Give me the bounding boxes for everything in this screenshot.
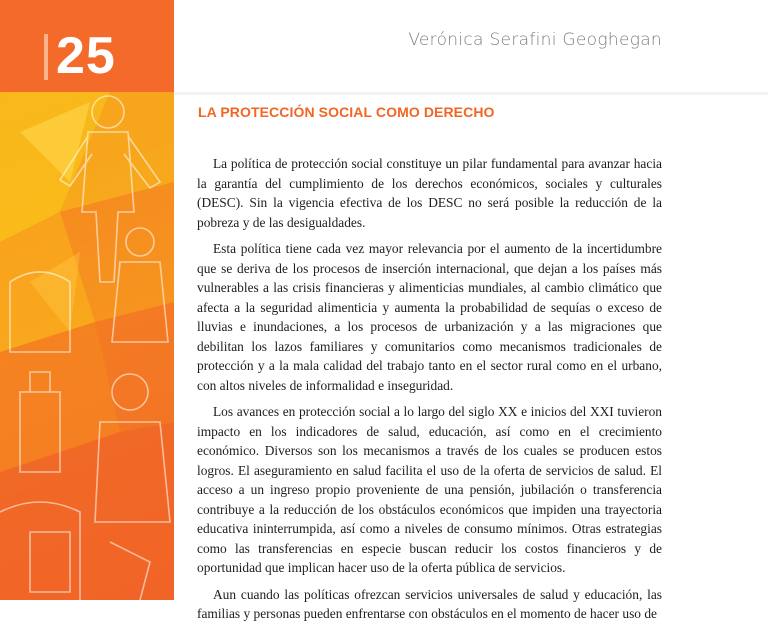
body-text	[197, 154, 662, 631]
paragraph: Esta política tiene cada vez mayor relevancia por el aumento de la incertidumbre que se deriva de los procesos de inserción internacional, que dejan a los países más vulnerables a las crisis financieras y alimenticias mundiales, al cambio climático que afecta a la seguridad alimenticia y aumenta la probabilidad de sequías o exceso de lluvias e inundaciones, a los procesos de urbanización y a las migraciones que debilitan los lazos familiares y comunitarios como mecanismos tradicionales de protección y a la mala calidad del trabajo tanto en el sector rural como en el urbano, con altos niveles de informalidad e inseguridad.	[197, 241, 662, 393]
paragraph: La política de protección social constituye un pilar fundamental para avanzar hacia la garantía del cumplimiento de los derechos económicos, sociales y culturales (DESC). Sin la vigencia efectiva de los DESC no será posible la reducción de la pobreza y de las desigualdades.	[197, 156, 662, 230]
paragraph: Los avances en protección social a lo largo del siglo XX e inicios del XXI tuvieron impacto en los indicadores de salud, educación, así como en el crecimiento económico. Diversos son los mecanismos a través de los cuales se producen estos logros. El aseguramiento en salud facilita el uso de la oferta de servicios de salud. El acceso a un ingreso propio proveniente de una pensión, jubilación o transferencia contribuye a la reducción de los obstáculos económicos que impiden una trayectoria educativa ininterrumpida, así como a niveles de consumo mínimos. Otras estrategias como las transferencias en especie buscan reducir los costos financieros y de oportunidad que implican hacer uso de la oferta pública de servicios.	[197, 404, 662, 575]
section-title: LA PROTECCIÓN SOCIAL COMO DERECHO	[198, 104, 495, 120]
page-number: 25	[56, 27, 116, 85]
paragraph: Aun cuando las políticas ofrezcan servicios universales de salud y educación, las familias y personas pueden enfrentarse con obstáculos en el momento de hacer uso de	[197, 586, 662, 621]
decorative-sidebar	[0, 0, 174, 600]
page-number-accent-bar	[44, 34, 48, 80]
illustration-people-icon	[0, 92, 174, 600]
page-header	[174, 0, 768, 95]
author-name: Verónica Serafini Geoghegan	[408, 30, 662, 50]
